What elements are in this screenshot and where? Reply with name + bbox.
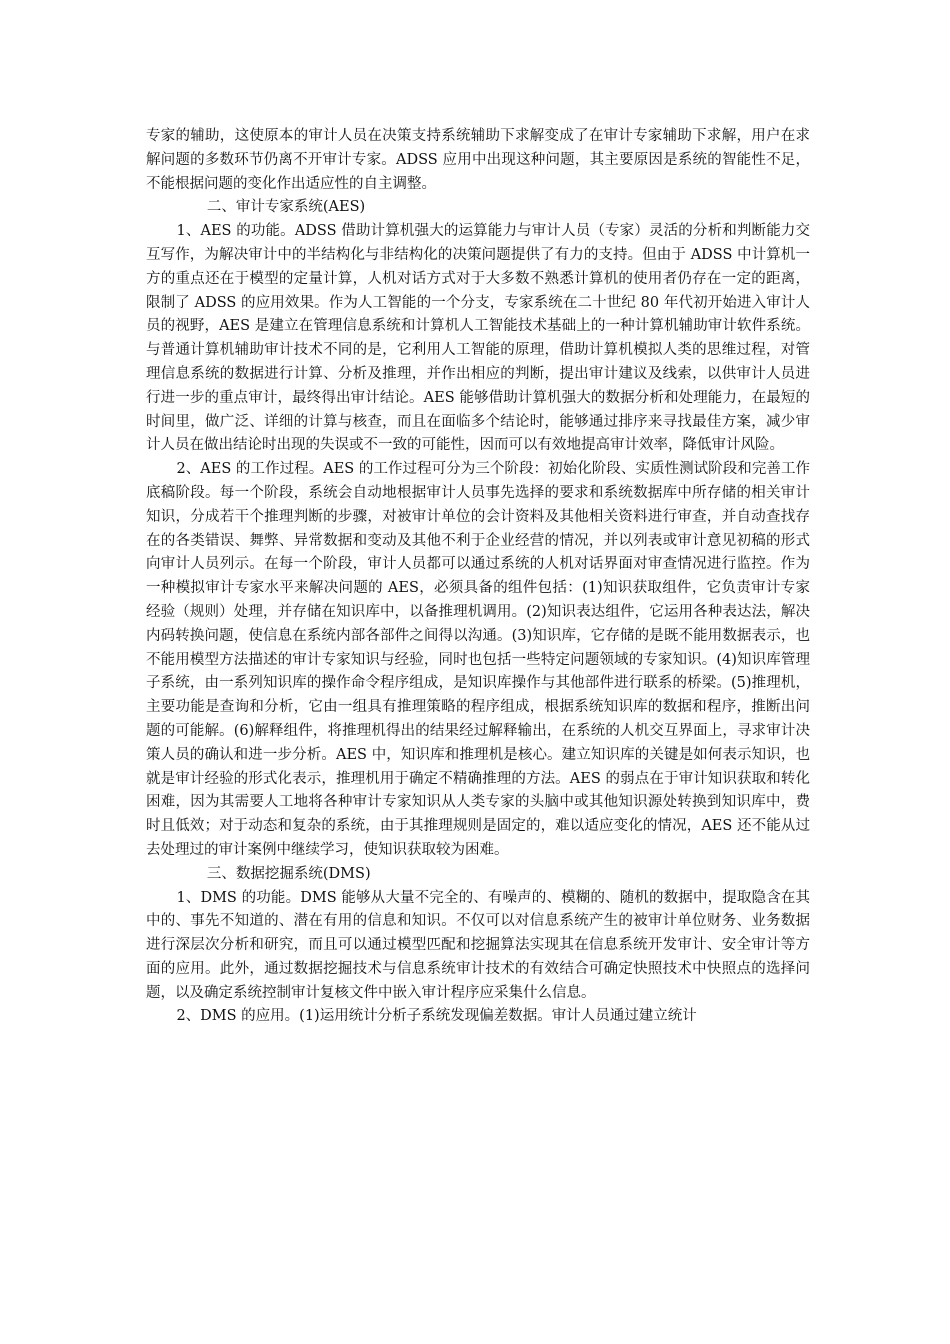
paragraph-aes-function: 1、AES 的功能。ADSS 借助计算机强大的运算能力与审计人员（专家）灵活的分析和判断能力交互写作，为解决审计中的半结构化与非结构化的决策问题提供了有力的支持。但由于 ADSS 中计算机一方的重点还在于模型的定量计算，人机对话方式对于大多数不熟悉计算机的使用者仍存在一定的距离，限制了 ADSS 的应用效果。作为人工智能的一个分支，专家系统在二十世纪 80 年代初开始进入审计人员的视野，AES 是建立在管理信息系统和计算机人工智能技术基础上的一种计算机辅助审计软件系统。与普通计算机辅助审计技术不同的是，它利用人工智能的原理，借助计算机模拟人类的思维过程，对管理信息系统的数据进行计算、分析及推理，并作出相应的判断，提出审计建议及线索，以供审计人员进行进一步的重点审计，最终得出审计结论。AES 能够借助计算机强大的数据分析和处理能力，在最短的时间里，做广泛、详细的计算与核查，而且在面临多个结论时，能够通过排序来寻找最佳方案，减少审计人员在做出结论时出现的失误或不一致的可能性，因而可以有效地提高审计效率，降低审计风险。: [146, 223, 810, 454]
document-page: [146, 125, 810, 1029]
paragraph-aes-process: 2、AES 的工作过程。AES 的工作过程可分为三个阶段：初始化阶段、实质性测试阶段和完善工作底稿阶段。每一个阶段，系统会自动地根据审计人员事先选择的要求和系统数据库中所存储的相关审计知识，分成若干个推理判断的步骤，对被审计单位的会计资料及其他相关资料进行审查，并自动查找存在的各类错误、舞弊、异常数据和变动及其他不利于企业经营的情况，并以列表或审计意见初稿的形式向审计人员列示。在每一个阶段，审计人员都可以通过系统的人机对话界面对审查情况进行监控。作为一种模拟审计专家水平来解决问题的 AES，必须具备的组件包括：(1)知识获取组件，它负责审计专家经验（规则）处理，并存储在知识库中，以备推理机调用。(2)知识表达组件，它运用各种表达法，解决内码转换问题，使信息在系统内部各部件之间得以沟通。(3)知识库，它存储的是既不能用数据表示，也不能用模型方法描述的审计专家知识与经验，同时也包括一些特定问题领域的专家知识。(4)知识库管理子系统，由一系列知识库的操作命令程序组成，是知识库操作与其他部件进行联系的桥梁。(5)推理机，主要功能是查询和分析，它由一组具有推理策略的程序组成，根据系统知识库的数据和程序，推断出问题的可能解。(6)解释组件，将推理机得出的结果经过解释输出，在系统的人机交互界面上，寻求审计决策人员的确认和进一步分析。AES 中，知识库和推理机是核心。建立知识库的关键是如何表示知识，也就是审计经验的形式化表示，推理机用于确定不精确推理的方法。AES 的弱点在于审计知识获取和转化困难，因为其需要人工地将各种审计专家知识从人类专家的头脑中或其他知识源处转换到知识库中，费时且低效；对于动态和复杂的系统，由于其推理规则是固定的，难以适应变化的情况，AES 还不能从过去处理过的审计案例中继续学习，使知识获取较为困难。: [146, 461, 810, 858]
paragraph-dms-function: 1、DMS 的功能。DMS 能够从大量不完全的、有噪声的、模糊的、随机的数据中，提取隐含在其中的、事先不知道的、潜在有用的信息和知识。不仅可以对信息系统产生的被审计单位财务、业务数据进行深层次分析和研究，而且可以通过模型匹配和挖掘算法实现其在信息系统开发审计、安全审计等方面的应用。此外，通过数据挖掘技术与信息系统审计技术的有效结合可确定快照技术中快照点的选择问题，以及确定系统控制审计复核文件中嵌入审计程序应采集什么信息。: [146, 889, 810, 1001]
section-heading-dms: 三、数据挖掘系统(DMS): [206, 865, 371, 882]
paragraph-dms-application: 2、DMS 的应用。(1)运用统计分析子系统发现偏差数据。审计人员通过建立统计: [176, 1008, 697, 1025]
paragraph-intro: 专家的辅助，这使原本的审计人员在决策支持系统辅助下求解变成了在审计专家辅助下求解，用户在求解问题的多数环节仍离不开审计专家。ADSS 应用中出现这种问题，其主要原因是系统的智能性不足，不能根据问题的变化作出适应性的自主调整。: [146, 128, 810, 192]
section-heading-aes: 二、审计专家系统(AES): [206, 199, 366, 216]
